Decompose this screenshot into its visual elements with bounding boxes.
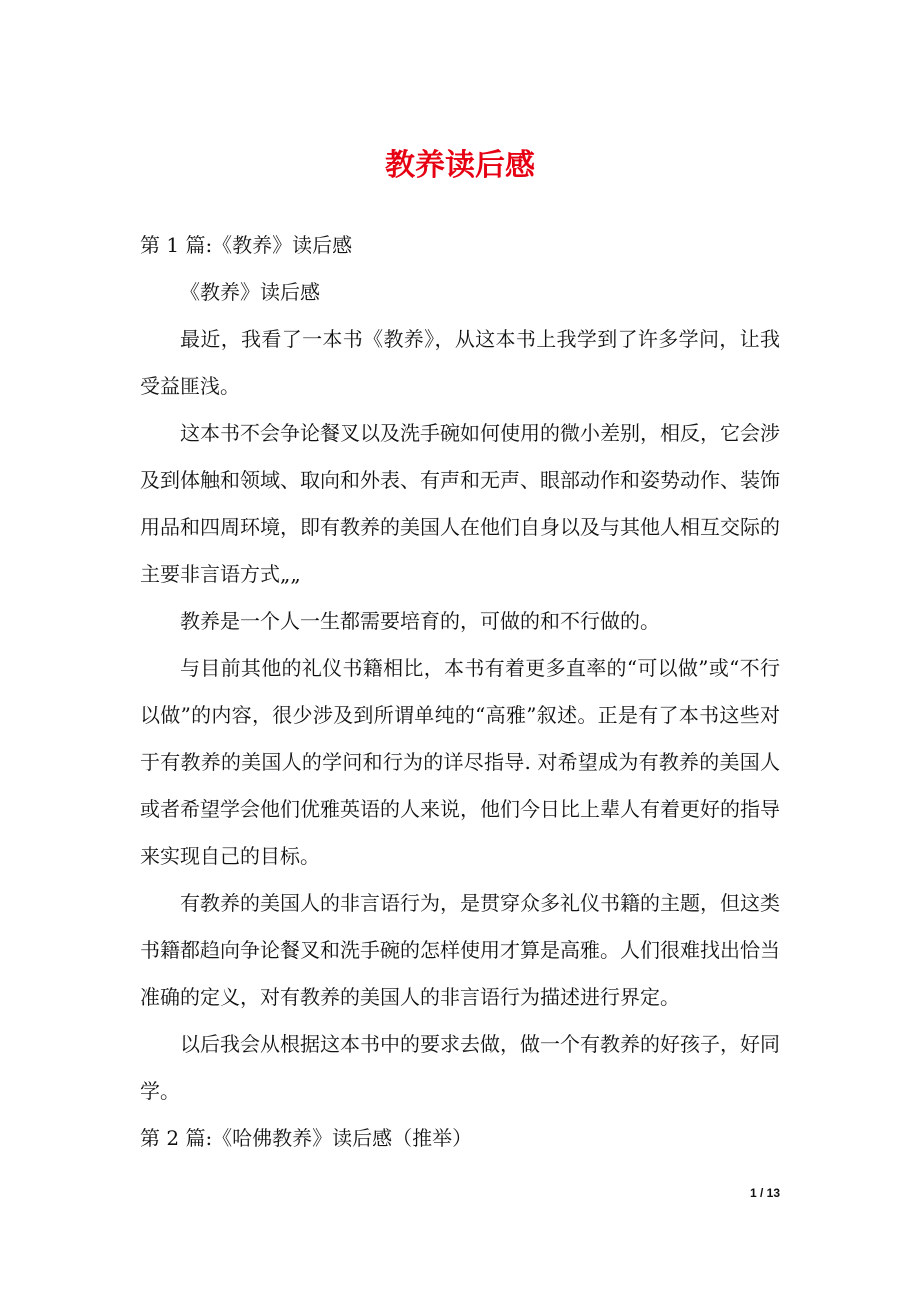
section-1-subtitle: 《教养》读后感 (180, 280, 320, 304)
paragraph: 与目前其他的礼仪书籍相比，本书有着更多直率的“可以做”或“不行以做”的内容，很少涉及到所谓单纯的“高雅”叙述。正是有了本书这些对于有教养的美国人的学问和行为的详尽指导. 对希望成为有教养的美国人或者希望学会他们优雅英语的人来说，他们今日比上辈人有着更好的指导来实现自己的目标。 (140, 656, 780, 868)
section-heading-2: 第 2 篇:《哈佛教养》读后感（推举） (140, 1126, 473, 1150)
document-title: 教养读后感 (385, 148, 535, 183)
paragraph: 有教养的美国人的非言语行为，是贯穿众多礼仪书籍的主题，但这类书籍都趋向争论餐叉和洗手碗的怎样使用才算是高雅。人们很难找出恰当准确的定义，对有教养的美国人的非言语行为描述进行界定。 (140, 891, 780, 1009)
paragraph: 教养是一个人一生都需要培育的，可做的和不行做的。 (180, 609, 660, 633)
paragraph: 最近，我看了一本书《教养》，从这本书上我学到了许多学问，让我受益匪浅。 (140, 327, 780, 398)
paragraph: 以后我会从根据这本书中的要求去做，做一个有教养的好孩子，好同学。 (140, 1032, 780, 1103)
paragraph: 这本书不会争论餐叉以及洗手碗如何使用的微小差别，相反，它会涉及到体触和领域、取向和外表、有声和无声、眼部动作和姿势动作、装饰用品和四周环境，即有教养的美国人在他们自身以及与其他人相互交际的主要非言语方式„„ (140, 421, 780, 586)
page-number: 1 / 13 (749, 1186, 780, 1200)
document-body (140, 222, 780, 1162)
section-heading-1: 第 1 篇:《教养》读后感 (140, 233, 353, 257)
